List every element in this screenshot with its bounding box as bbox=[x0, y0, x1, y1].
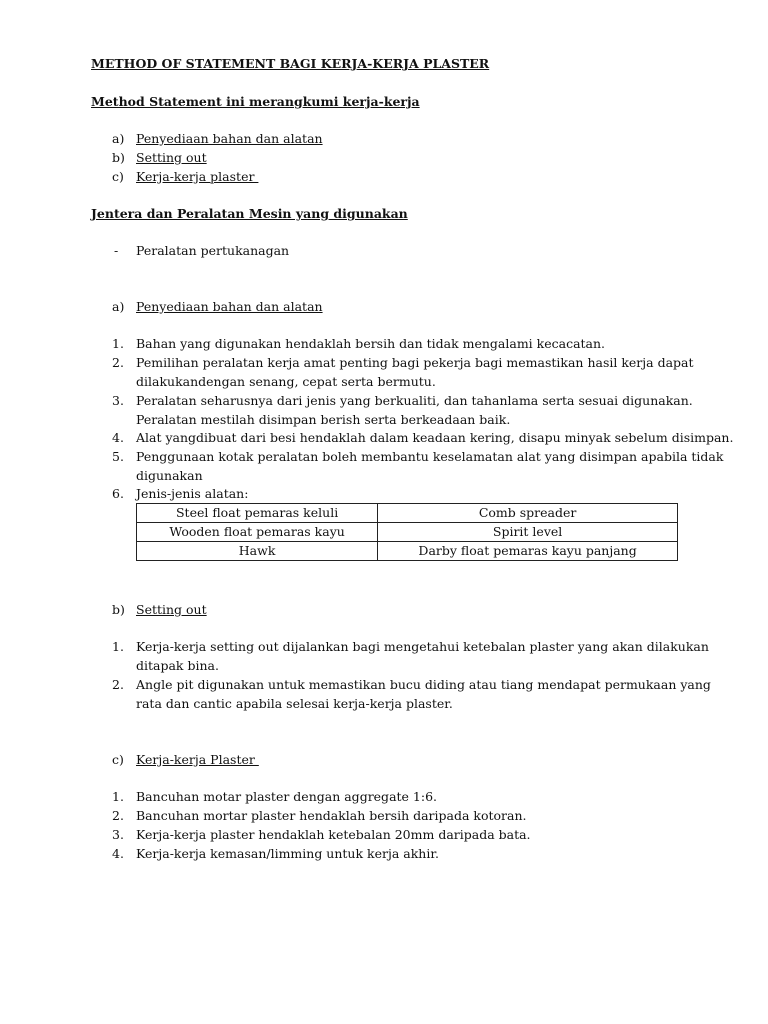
list-item: Bancuhan mortar plaster hendaklah bersih daripada kotoran. bbox=[136, 808, 527, 823]
table-cell: Steel float pemaras keluli bbox=[137, 504, 378, 523]
list-item: Peralatan seharusnya dari jenis yang berkualiti, dan tahanlama serta sesuai digunakan. bbox=[136, 393, 693, 408]
table-cell: Spirit level bbox=[378, 523, 678, 542]
list-item: Jenis-jenis alatan: bbox=[136, 486, 249, 501]
table-row bbox=[137, 542, 678, 561]
tools-table bbox=[136, 503, 678, 561]
section-c-marker: c) bbox=[112, 752, 124, 767]
list-number: 2. bbox=[112, 677, 124, 692]
document-title: METHOD OF STATEMENT BAGI KERJA-KERJA PLASTER bbox=[91, 56, 490, 71]
list-number: 2. bbox=[112, 355, 124, 370]
list-item: Bahan yang digunakan hendaklah bersih dan tidak mengalami kecacatan. bbox=[136, 336, 606, 351]
list-item: Kerja-kerja kemasan/limming untuk kerja akhir. bbox=[136, 846, 439, 861]
list-number: 4. bbox=[112, 846, 124, 861]
list-item: Pemilihan peralatan kerja amat penting bagi pekerja bagi memastikan hasil kerja dapat bbox=[136, 355, 694, 370]
list-number: 1. bbox=[112, 789, 124, 804]
list-number: 3. bbox=[112, 393, 124, 408]
list-item-continuation: rata dan cantic apabila selesai kerja-kerja plaster. bbox=[136, 696, 453, 711]
machinery-marker: - bbox=[114, 243, 119, 258]
machinery-heading: Jentera dan Peralatan Mesin yang digunakan bbox=[91, 206, 408, 221]
section-c-heading: Kerja-kerja Plaster bbox=[136, 752, 259, 767]
list-item: Bancuhan motar plaster dengan aggregate 1:6. bbox=[136, 789, 438, 804]
list-item-continuation: dilakukandengan senang, cepat serta bermutu. bbox=[136, 374, 436, 389]
scope-item: Setting out bbox=[136, 150, 207, 165]
table-row bbox=[137, 523, 678, 542]
machinery-item: Peralatan pertukanagan bbox=[136, 243, 290, 258]
scope-item: Penyediaan bahan dan alatan bbox=[136, 131, 323, 146]
section-b-heading: Setting out bbox=[136, 602, 207, 617]
scope-marker: c) bbox=[112, 169, 124, 184]
scope-item: Kerja-kerja plaster bbox=[136, 169, 259, 184]
list-number: 4. bbox=[112, 430, 124, 445]
list-item-continuation: ditapak bina. bbox=[136, 658, 219, 673]
table-cell: Wooden float pemaras kayu bbox=[137, 523, 378, 542]
list-item-continuation: digunakan bbox=[136, 468, 203, 483]
list-number: 6. bbox=[112, 486, 124, 501]
table-cell: Hawk bbox=[137, 542, 378, 561]
list-item-continuation: Peralatan mestilah disimpan berish serta berkeadaan baik. bbox=[136, 412, 511, 427]
section-a-heading: Penyediaan bahan dan alatan bbox=[136, 299, 323, 314]
list-number: 1. bbox=[112, 336, 124, 351]
section-b-marker: b) bbox=[112, 602, 125, 617]
table-cell: Comb spreader bbox=[378, 504, 678, 523]
list-number: 1. bbox=[112, 639, 124, 654]
section-a-marker: a) bbox=[112, 299, 125, 314]
table-cell: Darby float pemaras kayu panjang bbox=[378, 542, 678, 561]
scope-marker: a) bbox=[112, 131, 125, 146]
list-item: Angle pit digunakan untuk memastikan bucu diding atau tiang mendapat permukaan yang bbox=[136, 677, 711, 692]
list-number: 3. bbox=[112, 827, 124, 842]
list-item: Kerja-kerja plaster hendaklah ketebalan 20mm daripada bata. bbox=[136, 827, 531, 842]
list-number: 5. bbox=[112, 449, 124, 464]
scope-marker: b) bbox=[112, 150, 125, 165]
list-item: Alat yangdibuat dari besi hendaklah dalam keadaan kering, disapu minyak sebelum disimpan. bbox=[136, 430, 734, 445]
table-row bbox=[137, 504, 678, 523]
list-item: Penggunaan kotak peralatan boleh membantu keselamatan alat yang disimpan apabila tidak bbox=[136, 449, 724, 464]
list-item: Kerja-kerja setting out dijalankan bagi mengetahui ketebalan plaster yang akan dilakukan bbox=[136, 639, 709, 654]
intro-heading: Method Statement ini merangkumi kerja-kerja bbox=[91, 94, 420, 109]
list-number: 2. bbox=[112, 808, 124, 823]
